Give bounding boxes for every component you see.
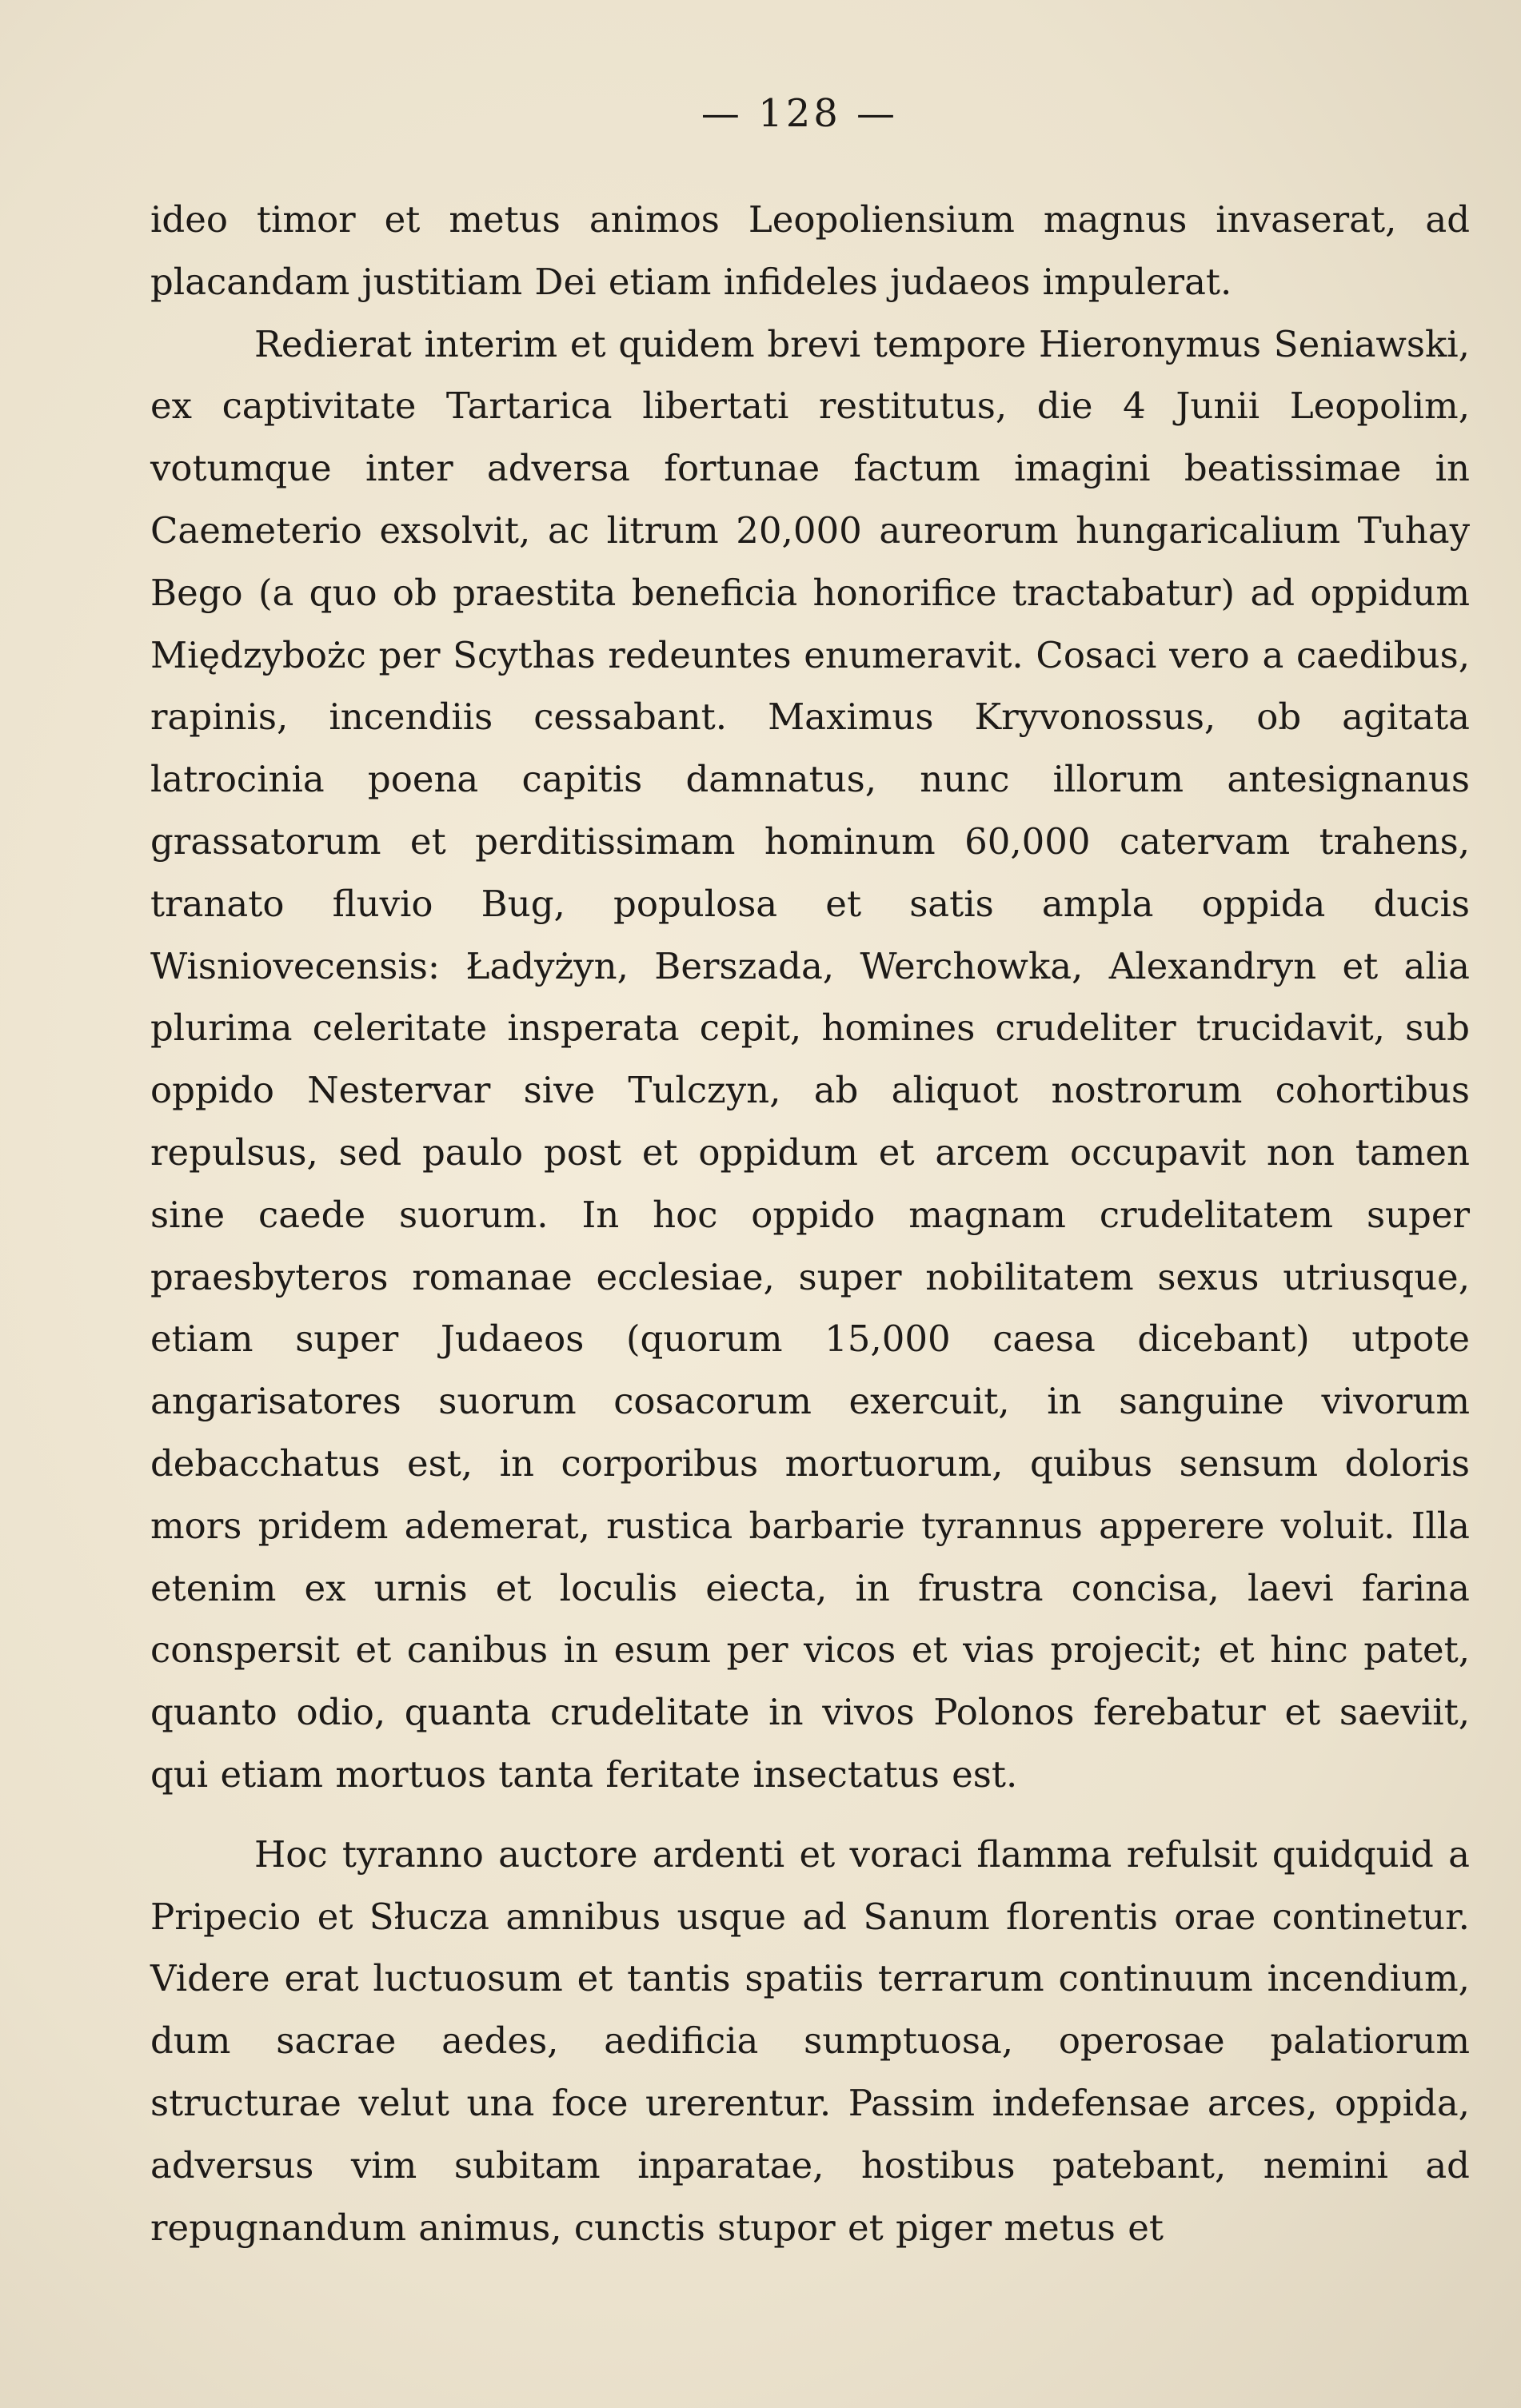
page-number: — 128 —: [701, 91, 899, 136]
paragraph-2: Redierat interim et quidem brevi tempore Hieronymus Seniawski, ex captivitate Tartarica libertati restitutus, die 4 Junii Leopolim, votumque inter adversa fortunae factum imagini beatissimae in Caemeterio exsolvit, ac litrum 20,000 aureorum hungaricalium Tuhay Bego (a quo ob praestita beneficia honorifice tractabatur) ad oppidum Międzybożc per Scythas redeuntes enumeravit. Cosaci vero a caedibus, rapinis, incendiis cessabant. Maximus Kryvonossus, ob agitata latrocinia poena capitis damnatus, nunc illorum antesignanus grassatorum et perditissimam hominum 60,000 catervam trahens, tranato fluvio Bug, populosa et satis ampla oppida ducis Wisniovecensis: Ładyżyn, Berszada, Werchowka, Alexandryn et alia plurima celeritate insperata cepit, homines crudeliter trucidavit, sub oppido Nestervar sive Tulczyn, ab aliquot nostrorum cohortibus repulsus, sed paulo post et oppidum et arcem occupavit non tamen sine caede suorum. In hoc oppido magnam crudelitatem super praesbyteros romanae ecclesiae, super nobilitatem sexus utriusque, etiam super Judaeos (quorum 15,000 caesa dicebant) utpote angarisatores suorum cosacorum exercuit, in sanguine vivorum debacchatus est, in corporibus mortuorum, quibus sensum doloris mors pridem ademerat, rustica barbarie tyrannus apperere voluit. Illa etenim ex urnis et loculis eiecta, in frustra concisa, laevi farina conspersit et canibus in esum per vicos et vias projecit; et hinc patet, quanto odio, quanta crudelitate in vivos Polonos ferebatur et saeviit, qui etiam mortuos tanta feritate insectatus est.: [150, 322, 1470, 1796]
paragraph-3: Hoc tyranno auctore ardenti et voraci flamma refulsit quidquid a Pripecio et Słucza amnibus usque ad Sanum florentis orae continetur. Videre erat luctuosum et tantis spatiis terrarum continuum incendium, dum sacrae aedes, aedificia sumptuosa, operosae palatiorum structurae velut una foce urerentur. Passim indefensae arces, oppida, adversus vim subitam inparatae, hostibus patebant, nemini ad repugnandum animus, cunctis stupor et piger metus et: [150, 1832, 1470, 2249]
paragraph-1: ideo timor et metus animos Leopoliensium magnus invaserat, ad placandam justitiam Dei etiam infideles judaeos impulerat.: [150, 198, 1470, 303]
